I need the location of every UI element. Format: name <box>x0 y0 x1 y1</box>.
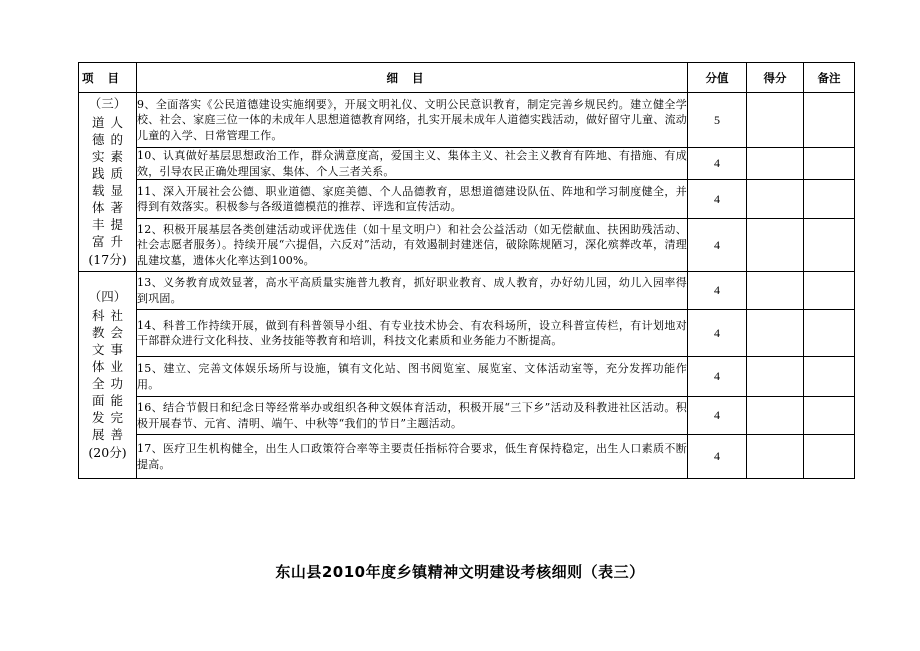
earned-cell[interactable] <box>747 272 804 310</box>
category-name-column <box>111 114 124 250</box>
header-item: 项目 <box>79 63 137 93</box>
category-name-column <box>92 307 105 443</box>
category-char: 发 <box>91 410 105 425</box>
category-char: 富 <box>91 234 105 249</box>
table-row <box>79 272 855 310</box>
score-cell: 4 <box>688 272 747 310</box>
earned-cell[interactable] <box>747 357 804 397</box>
category-char: 会 <box>110 325 124 340</box>
category-char: 体 <box>91 200 105 215</box>
table-row <box>79 397 855 435</box>
remark-cell[interactable] <box>804 397 855 435</box>
remark-cell[interactable] <box>804 310 855 357</box>
category-char: 实 <box>91 149 105 164</box>
score-cell: 5 <box>688 93 747 148</box>
earned-cell[interactable] <box>747 93 804 148</box>
category-char: 升 <box>110 234 124 249</box>
category-char: 全 <box>91 376 105 391</box>
category-cell <box>79 272 137 479</box>
header-remark: 备注 <box>804 63 855 93</box>
detail-cell: 14、科普工作持续开展，做到有科普领导小组、有专业技术协会、有农科场所，设立科普宣传栏，有计划地对干部群众进行文化科技、业务技能等教育和培训，科技文化素质和业务能力不断提高。 <box>137 310 688 357</box>
header-score: 分值 <box>688 63 747 93</box>
table-header-row <box>79 63 855 93</box>
remark-cell[interactable] <box>804 219 855 272</box>
earned-cell[interactable] <box>747 219 804 272</box>
header-earned: 得分 <box>747 63 804 93</box>
category-char: 文 <box>91 342 105 357</box>
table-row <box>79 93 855 148</box>
table-body <box>79 93 855 479</box>
category-char: 德 <box>91 132 105 147</box>
category-points: (20分) <box>88 445 127 460</box>
category-points: (17分) <box>88 252 127 267</box>
category-char: 质 <box>110 166 124 181</box>
category-char: 显 <box>110 183 124 198</box>
category-char: 体 <box>91 359 105 374</box>
category-char: 完 <box>110 410 124 425</box>
category-char: 业 <box>110 359 124 374</box>
earned-cell[interactable] <box>747 435 804 479</box>
category-cell <box>79 93 137 272</box>
detail-cell: 11、深入开展社会公德、职业道德、家庭美德、个人品德教育，思想道德建设队伍、阵地和学习制度健全，并得到有效落实。积极参与各级道德模范的推荐、评选和宣传活动。 <box>137 180 688 219</box>
remark-cell[interactable] <box>804 435 855 479</box>
category-title: （四） <box>88 289 127 304</box>
earned-cell[interactable] <box>747 148 804 180</box>
remark-cell[interactable] <box>804 357 855 397</box>
category-char: 社 <box>110 308 124 323</box>
score-cell: 4 <box>688 180 747 219</box>
category-char: 道 <box>91 115 105 130</box>
category-char: 素 <box>110 149 124 164</box>
category-char: 能 <box>110 393 124 408</box>
table-row <box>79 357 855 397</box>
detail-cell: 13、义务教育成效显著，高水平高质量实施普九教育，抓好职业教育、成人教育，办好幼儿园，幼儿入园率得到巩固。 <box>137 272 688 310</box>
category-char: 善 <box>110 427 124 442</box>
table-row <box>79 148 855 180</box>
header-detail: 细目 <box>137 63 688 93</box>
category-char: 教 <box>91 325 105 340</box>
table-row <box>79 219 855 272</box>
score-cell: 4 <box>688 435 747 479</box>
category-char: 提 <box>110 217 124 232</box>
category-char: 丰 <box>91 217 105 232</box>
remark-cell[interactable] <box>804 272 855 310</box>
earned-cell[interactable] <box>747 310 804 357</box>
category-name-vertical <box>79 307 136 443</box>
score-cell: 4 <box>688 219 747 272</box>
remark-cell[interactable] <box>804 180 855 219</box>
category-title: （三） <box>88 96 127 111</box>
score-cell: 4 <box>688 310 747 357</box>
detail-cell: 15、建立、完善文体娱乐场所与设施，镇有文化站、图书阅览室、展览室、文体活动室等，充分发挥功能作用。 <box>137 357 688 397</box>
table-row <box>79 180 855 219</box>
score-cell: 4 <box>688 357 747 397</box>
remark-cell[interactable] <box>804 93 855 148</box>
category-char: 面 <box>91 393 105 408</box>
category-char: 的 <box>110 132 124 147</box>
category-char: 践 <box>91 166 105 181</box>
table-row <box>79 310 855 357</box>
detail-cell: 10、认真做好基层思想政治工作，群众满意度高，爱国主义、集体主义、社会主义教育有阵地、有措施、有成效，引导农民正确处理国家、集体、个人三者关系。 <box>137 149 687 178</box>
table-row <box>79 435 855 479</box>
category-name-column <box>111 307 124 443</box>
category-char: 载 <box>91 183 105 198</box>
category-char: 功 <box>110 376 124 391</box>
score-cell: 4 <box>688 148 747 180</box>
document-title: 东山县2010年度乡镇精神文明建设考核细则（表三） <box>275 563 645 581</box>
category-char: 人 <box>110 115 124 130</box>
score-cell: 4 <box>688 397 747 435</box>
earned-cell[interactable] <box>747 180 804 219</box>
category-char: 著 <box>110 200 124 215</box>
category-char: 事 <box>110 342 124 357</box>
detail-cell: 17、医疗卫生机构健全，出生人口政策符合率等主要责任指标符合要求，低生育保持稳定，出生人口素质不断提高。 <box>137 435 688 479</box>
assessment-table <box>78 62 855 479</box>
detail-cell: 16、结合节假日和纪念日等经常举办或组织各种文娱体育活动，积极开展“三下乡”活动及科教进社区活动。积极开展春节、元宵、清明、端午、中秋等“我们的节日”主题活动。 <box>137 397 688 435</box>
category-name-column <box>92 114 105 250</box>
earned-cell[interactable] <box>747 397 804 435</box>
category-name-vertical <box>79 114 136 250</box>
category-char: 科 <box>91 308 105 323</box>
remark-cell[interactable] <box>804 148 855 180</box>
detail-cell: 12、积极开展基层各类创建活动或评优选佳（如十星文明户）和社会公益活动（如无偿献血、扶困助残活动、社会志愿者服务）。持续开展“六提倡，六反对”活动，有效遏制封建迷信，破除陈规陋习，深化殡葬改革，清理乱建坟墓，遗体火化率达到100%。 <box>137 219 688 272</box>
category-char: 展 <box>91 427 105 442</box>
detail-cell: 9、全面落实《公民道德建设实施纲要》，开展文明礼仪、文明公民意识教育，制定完善乡规民约。建立健全学校、社会、家庭三位一体的未成年人思想道德教育网络，扎实开展未成年人道德实践活动，做好留守儿童、流动儿童的入学、日常管理工作。 <box>137 93 688 148</box>
